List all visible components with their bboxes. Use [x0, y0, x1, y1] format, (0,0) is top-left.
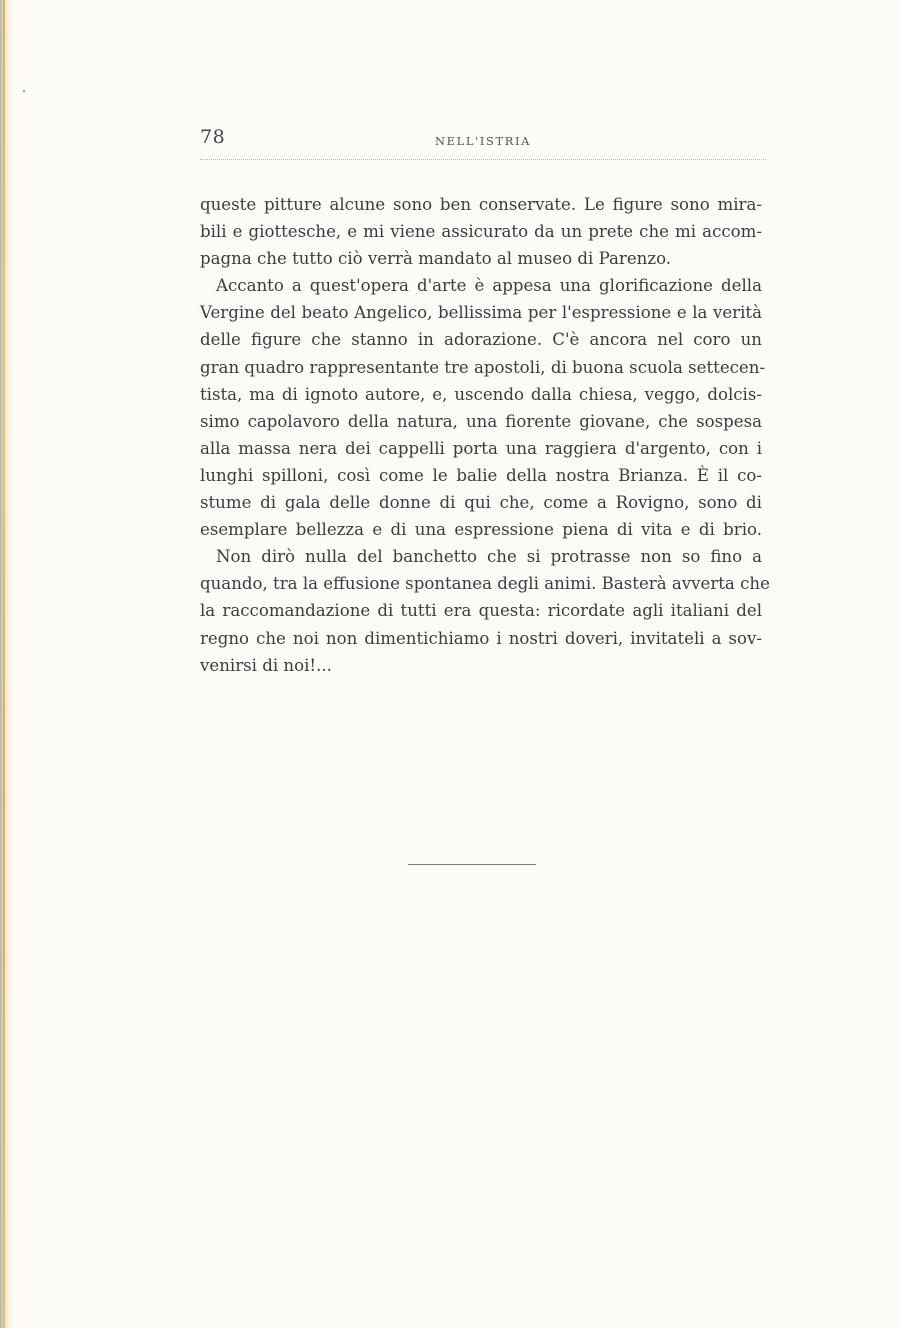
text-line: Vergine del beato Angelico, bellissima per l'espressione e la verità [200, 303, 762, 323]
text-line: pagna che tutto ciò verrà mandato al museo di Parenzo. [200, 249, 672, 269]
text-line: quando, tra la effusione spontanea degli animi. Basterà avverta che [200, 574, 770, 594]
header-rule [200, 159, 766, 160]
text-line: Accanto a quest'opera d'arte è appesa una glorificazione della [216, 276, 762, 296]
end-of-chapter-rule [408, 864, 536, 865]
page-number: 78 [200, 126, 226, 148]
running-title: NELL'ISTRIA [434, 134, 532, 148]
scan-speck [23, 90, 25, 92]
text-line: esemplare bellezza e di una espressione piena di vita e di brio. [200, 520, 762, 540]
text-line: lunghi spilloni, così come le balie della nostra Brianza. È il co- [200, 465, 762, 485]
text-line: gran quadro rappresentante tre apostoli, di buona scuola settecen- [200, 357, 766, 377]
text-line: la raccomandazione di tutti era questa: ricordate agli italiani del [200, 601, 762, 621]
text-line: alla massa nera dei cappelli porta una raggiera d'argento, con i [200, 438, 762, 458]
text-line: regno che noi non dimentichiamo i nostri doveri, invitateli a sov- [200, 628, 762, 648]
paragraph-2 [200, 272, 766, 543]
text-line: stume di gala delle donne di qui che, come a Rovigno, sono di [200, 493, 762, 513]
binding-shadow-line [3, 0, 5, 1328]
text-line: queste pitture alcune sono ben conservate. Le figure sono mira- [200, 195, 762, 214]
text-line: bili e giottesche, e mi viene assicurato da un prete che mi accom- [200, 222, 762, 242]
paragraph-3 [200, 543, 770, 678]
text-line: tista, ma di ignoto autore, e, uscendo dalla chiesa, veggo, dolcis- [200, 384, 762, 404]
text-line: delle figure che stanno in adorazione. C'è ancora nel coro un [200, 330, 762, 350]
body-text [200, 191, 770, 679]
running-header [200, 126, 766, 158]
text-line: Non dirò nulla del banchetto che si protrasse non so fino a [216, 547, 762, 567]
text-line: simo capolavoro della natura, una fiorente giovane, che sospesa [200, 411, 762, 431]
paragraph-1 [200, 191, 762, 272]
text-line: venirsi di noi!... [200, 655, 332, 675]
